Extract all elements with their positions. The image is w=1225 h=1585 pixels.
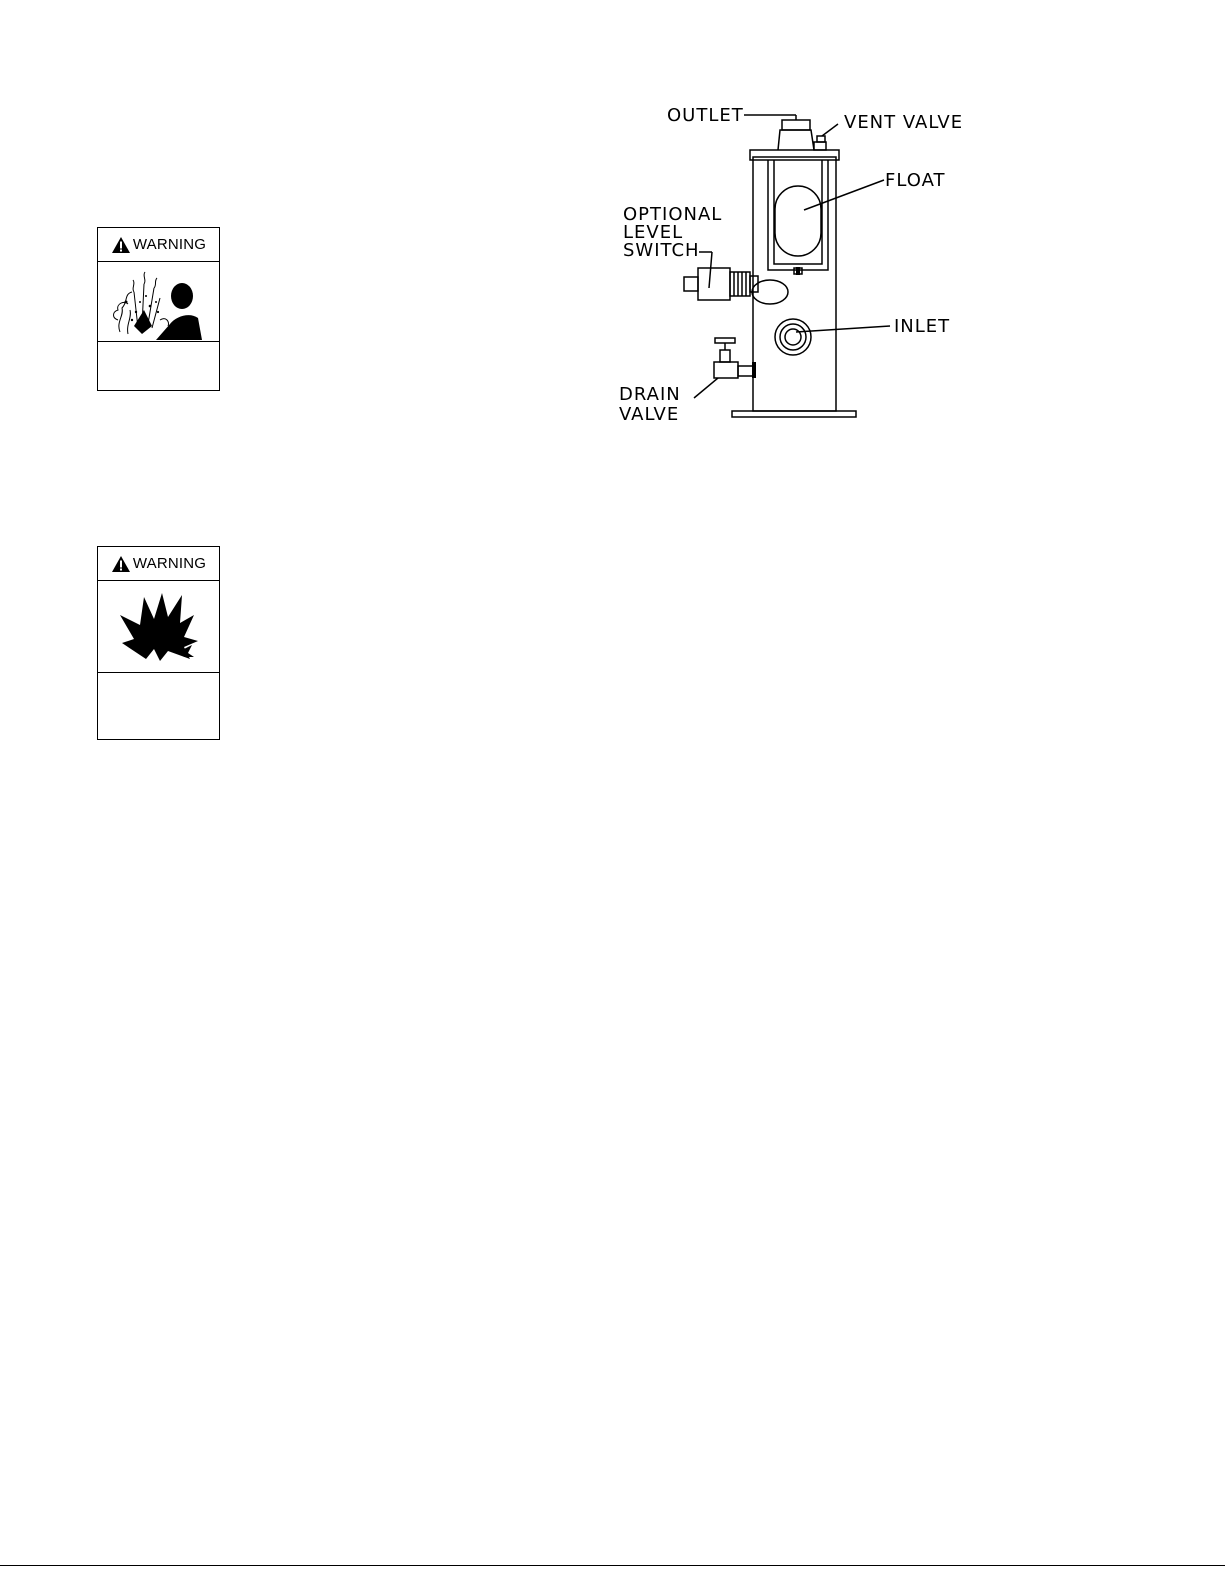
level-switch-plug [684, 277, 698, 291]
drain-valve-handle [715, 338, 735, 343]
alert-triangle-icon [111, 555, 131, 573]
label-drain-valve: DRAIN [619, 384, 681, 405]
level-switch-fitting [730, 272, 750, 296]
warning-label-pressure [97, 227, 220, 391]
vessel-body [753, 157, 836, 411]
outlet-neck [778, 130, 814, 150]
vent-valve [814, 142, 826, 150]
base-plate [732, 411, 856, 417]
float-cage [768, 160, 828, 270]
separator-diagram [600, 90, 1020, 440]
label-float: FLOAT [885, 170, 946, 191]
label-vent-valve: VENT VALVE [844, 112, 964, 133]
float [775, 186, 821, 256]
pressure-burst-icon [98, 262, 219, 342]
alert-triangle-icon [111, 236, 131, 254]
label-drain-valve: VALVE [619, 404, 680, 425]
warning-text: WARNING [132, 555, 207, 572]
label-inlet: INLET [894, 316, 951, 337]
warning-header [98, 547, 219, 581]
warning-label-explosion [97, 546, 220, 740]
label-optional-level-switch: OPTIONAL [623, 204, 723, 225]
drain-valve-body [714, 362, 738, 378]
level-switch-body [698, 268, 730, 300]
explosion-icon [98, 581, 219, 673]
label-optional-level-switch: LEVEL [623, 222, 684, 243]
label-outlet: OUTLET [667, 105, 744, 126]
label-optional-level-switch: SWITCH [623, 240, 700, 261]
bottom-rule [0, 1565, 1225, 1566]
top-flange [750, 150, 839, 160]
outlet-cap [782, 120, 810, 130]
warning-text: WARNING [132, 236, 207, 253]
warning-header [98, 228, 219, 262]
